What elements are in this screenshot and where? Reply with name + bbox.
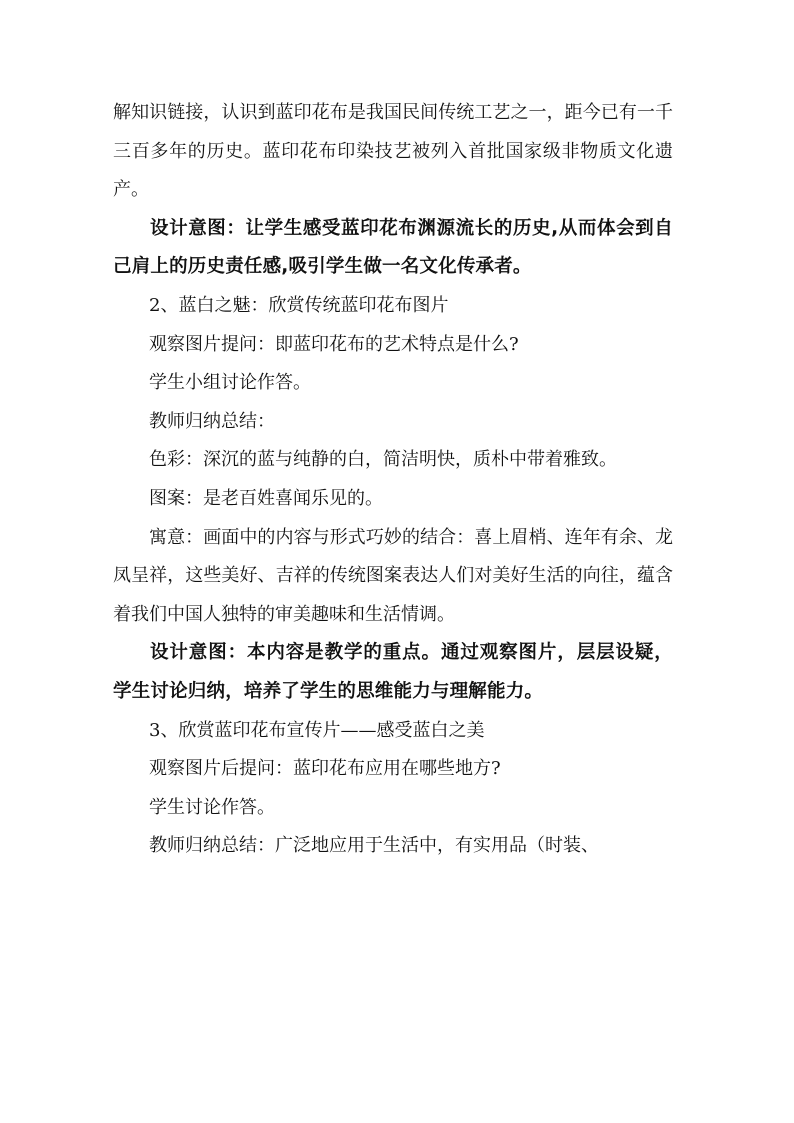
paragraph-question-1: 观察图片提问：即蓝印花布的艺术特点是什么? <box>149 333 519 355</box>
paragraph-teacher-summary: 教师归纳总结：广泛地应用于生活中，有实用品（时装、 <box>149 835 599 857</box>
paragraph-group-discussion: 学生小组讨论作答。 <box>149 372 311 394</box>
section-heading-3: 3、欣赏蓝印花布宣传片——感受蓝白之美 <box>149 719 485 741</box>
paragraph-color: 色彩：深沉的蓝与纯静的白，简洁明快，质朴中带着雅致。 <box>149 449 617 471</box>
paragraph-meaning: 寓意：画面中的内容与形式巧妙的结合：喜上眉梢、连年有余、龙凤呈祥，这些美好、吉祥的传统图案表达人们对美好生活的向往，蕴含着我们中国人独特的审美趣味和生活情调。 <box>113 526 673 625</box>
paragraph-design-intent-1: 设计意图：让学生感受蓝印花布渊源流长的历史,从而体会到自己肩上的历史责任感,吸引学生做一名文化传承者。 <box>113 217 673 278</box>
paragraph-discussion: 学生讨论作答。 <box>149 796 275 818</box>
document-body <box>113 94 673 866</box>
section-heading-2: 2、蓝白之魅：欣赏传统蓝印花布图片 <box>149 294 449 316</box>
paragraph-pattern: 图案：是老百姓喜闻乐见的。 <box>149 487 383 509</box>
paragraph-design-intent-2: 设计意图：本内容是教学的重点。通过观察图片，层层设疑，学生讨论归纳，培养了学生的思维能力与理解能力。 <box>113 642 673 702</box>
paragraph-question-2: 观察图片后提问：蓝印花布应用在哪些地方? <box>149 758 501 780</box>
paragraph-teacher-summary-label: 教师归纳总结： <box>149 410 275 432</box>
paragraph-knowledge-link: 解知识链接，认识到蓝印花布是我国民间传统工艺之一，距今已有一千三百多年的历史。蓝印花布印染技艺被列入首批国家级非物质文化遗产。 <box>113 102 673 201</box>
